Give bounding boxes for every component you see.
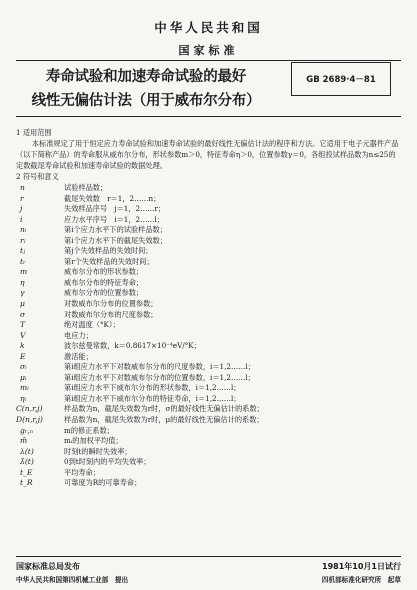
symbol-term: λ(t)	[20, 446, 34, 456]
symbol-definition: 电应力；	[64, 330, 93, 340]
symbol-definition: 应力水平序号 i＝1，2……l；	[64, 214, 164, 224]
symbol-row	[16, 477, 401, 488]
symbol-definition: 失效样品序号 j＝1，2……r；	[64, 204, 166, 214]
symbol-row	[16, 182, 401, 193]
symbol-definition: 绝对温度（°K）；	[64, 320, 120, 330]
symbol-definition: 对数威布尔分布的位置参数；	[64, 299, 158, 309]
symbol-term: j	[20, 204, 23, 214]
title-line-2: 线性无偏估计法（用于威布尔分布）	[31, 93, 261, 109]
symbol-definition: 截尾失效数 r＝1，2……n；	[64, 193, 161, 203]
header-rule-top	[16, 60, 401, 61]
symbol-term: μᵢ	[20, 372, 27, 382]
symbol-definition: 激活能；	[64, 351, 93, 361]
symbol-definition: 时刻t的瞬时失效率；	[64, 446, 132, 456]
symbol-term: nᵢ	[20, 225, 27, 235]
symbol-definition: 对数威布尔分布的尺度参数；	[64, 309, 158, 319]
issuing-country: 中华人民共和国	[154, 20, 263, 35]
symbol-row	[16, 330, 401, 341]
symbol-term: gᵣ,ₙ	[20, 425, 33, 435]
symbol-row	[16, 235, 401, 246]
symbol-definition: 第i组应力水平下对数威布尔分布的位置参数，i＝1,2……l；	[64, 372, 255, 382]
title-line-1: 寿命试验和加速寿命试验的最好	[45, 69, 247, 85]
symbol-row	[16, 340, 401, 351]
symbol-row	[16, 224, 401, 235]
symbol-term: n	[20, 183, 25, 192]
standard-kind: 国家标准	[178, 44, 239, 57]
symbol-term: C(n,r,j)	[16, 404, 43, 414]
symbol-row	[16, 203, 401, 214]
standard-code: GB 2689·4－81	[291, 62, 391, 96]
symbol-term: r	[20, 193, 24, 203]
symbol-term: σ	[20, 309, 26, 319]
symbol-term: T	[20, 320, 26, 330]
symbol-term: ηᵢ	[20, 393, 27, 403]
symbol-row	[16, 435, 401, 446]
symbol-row	[16, 319, 401, 330]
symbol-list	[16, 182, 401, 488]
symbol-definition: 波尔兹曼常数，k＝0.8617×10⁻⁴eV/°K；	[64, 341, 201, 351]
symbol-definition: 威布尔分布的特征寿命；	[64, 277, 144, 287]
symbol-row	[16, 287, 401, 298]
symbol-term: mᵢ	[20, 383, 29, 393]
symbol-term: m	[20, 267, 28, 277]
symbol-row	[16, 372, 401, 383]
symbol-row	[16, 277, 401, 288]
symbol-row	[16, 266, 401, 277]
symbol-definition: 第i个应力水平下的试验样品数；	[64, 225, 167, 235]
symbol-definition: 样品数为n，截尾失效数为r时，σ的最好线性无偏估计的系数；	[64, 404, 264, 414]
footer-date: 1981年10月1日试行	[322, 562, 401, 571]
footer-proposer: 中华人民共和国第四机械工业部 提出	[16, 576, 129, 584]
symbol-row	[16, 256, 401, 267]
header-rule-bottom	[16, 116, 401, 117]
symbol-term: k	[20, 341, 25, 351]
symbol-row	[16, 393, 401, 404]
symbol-term: V	[20, 330, 26, 340]
symbol-definition: 第i组应力水平下威布尔分布的特征寿命，i＝1,2……l；	[64, 393, 241, 403]
symbol-definition: 第i组应力水平下威布尔分布的形状参数，i＝1,2……l；	[64, 383, 241, 393]
symbol-row	[16, 456, 401, 467]
symbol-term: t_E	[20, 467, 33, 477]
section-heading-symbols: 2 符号和意义	[16, 172, 59, 181]
symbol-definition: mᵢ的加权平均值；	[64, 436, 123, 446]
symbol-term: λ̄(t)	[20, 457, 34, 467]
symbol-definition: 0到t时刻内的平均失效率；	[64, 457, 151, 467]
symbol-row	[16, 361, 401, 372]
symbol-term: σᵢ	[20, 362, 27, 372]
symbol-definition: 平均寿命；	[64, 467, 100, 477]
symbol-term: rᵢ	[20, 235, 26, 245]
symbol-term: m̄	[20, 436, 28, 446]
symbol-row	[16, 414, 401, 425]
symbol-row	[16, 298, 401, 309]
symbol-definition: 威布尔分布的位置参数；	[64, 288, 144, 298]
symbol-term: t_R	[20, 478, 33, 488]
section-heading-scope: 1 适用范围	[16, 128, 52, 137]
symbol-row	[16, 446, 401, 457]
document-body	[16, 127, 401, 488]
symbol-row	[16, 245, 401, 256]
symbol-row	[16, 193, 401, 204]
footer-issuer: 国家标准总局发布	[16, 562, 80, 571]
symbol-row	[16, 309, 401, 320]
symbol-term: i	[20, 214, 23, 224]
symbol-term: η	[20, 277, 25, 287]
symbol-row	[16, 351, 401, 362]
symbol-term: tᵣ	[20, 256, 26, 266]
symbol-definition: 样品数为n，截尾失效数为r时，μ的最好线性无偏估计的系数；	[64, 415, 264, 425]
symbol-definition: 第i个应力水平下的截尾失效数；	[64, 235, 167, 245]
symbol-row	[16, 403, 401, 414]
footer-drafter: 四机部标准化研究所 起草	[321, 576, 401, 584]
symbol-definition: 第j个失效样品的失效时间；	[64, 246, 153, 256]
footer-rule	[16, 556, 401, 557]
symbol-term: γ	[20, 288, 25, 298]
symbol-term: tⱼ	[20, 246, 26, 256]
symbol-row	[16, 382, 401, 393]
symbol-definition: 威布尔分布的形状参数；	[64, 267, 144, 277]
symbol-term: E	[20, 351, 26, 361]
symbol-definition: 可靠度为R的可靠寿命；	[64, 478, 142, 488]
symbol-row	[16, 467, 401, 478]
symbol-row	[16, 214, 401, 225]
symbol-row	[16, 425, 401, 436]
symbol-term: μ	[20, 299, 25, 309]
scope-paragraph: 本标准规定了用于恒定应力寿命试验和加速寿命试验的最好线性无偏估计法的程序和方法。它适用于电子元器件产品（以下简称产品）的寿命服从威布尔分布，形状参数m＞0，特征寿命η＞0，位置参数γ＝0，各组投试样品数为n≤25的定数截尾寿命试验和加速寿命试验的数据处理。	[16, 139, 399, 170]
symbol-definition: 试验样品数；	[64, 183, 108, 192]
symbol-definition: m的修正系数；	[64, 425, 114, 435]
symbol-definition: 第r个失效样品的失效时间；	[64, 256, 154, 266]
symbol-definition: 第i组应力水平下对数威布尔分布的尺度参数，i＝1,2……l；	[64, 362, 255, 372]
symbol-term: D(n,r,j)	[16, 415, 43, 425]
